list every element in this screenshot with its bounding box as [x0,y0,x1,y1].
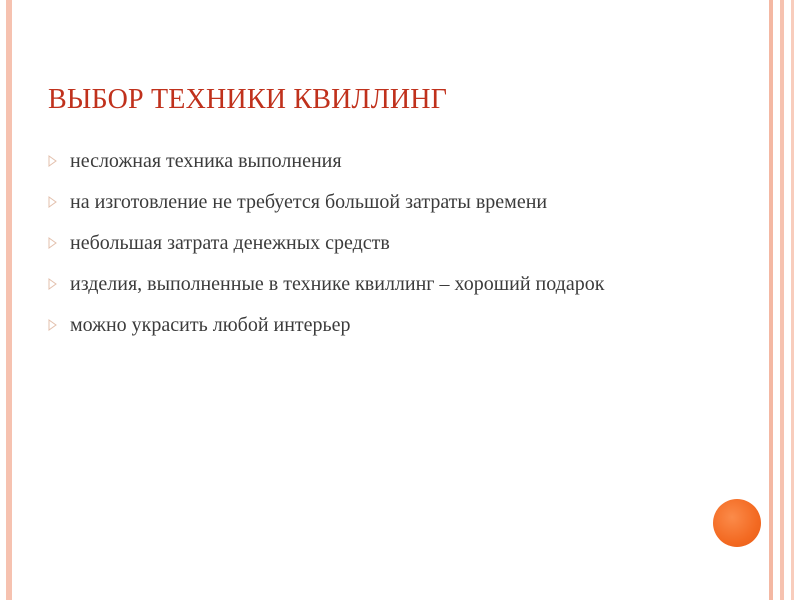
bullet-marker-icon [48,278,57,290]
bullet-text: на изготовление не требуется большой затраты времени [70,191,548,213]
bullet-marker-icon [48,196,57,208]
bullet-item [48,228,648,258]
bullet-text: можно украсить любой интерьер [70,314,351,336]
left-border-stripe [6,0,12,600]
bullet-item [48,187,648,217]
bullet-text: несложная техника выполнения [70,150,342,172]
bullet-marker-icon [48,237,57,249]
right-border-stripe-inner [769,0,773,600]
bullet-item [48,146,648,176]
bullet-item [48,269,648,299]
right-border-stripe-middle [780,0,784,600]
right-border-stripe-outer [791,0,794,600]
slide-title: ВЫБОР ТЕХНИКИ КВИЛЛИНГ [48,84,448,115]
bullet-marker-icon [48,319,57,331]
bullet-item [48,310,648,340]
bullet-list [48,146,648,351]
bullet-text: изделия, выполненные в технике квиллинг – хороший подарок [70,273,605,295]
bullet-marker-icon [48,155,57,167]
orange-circle-decoration [713,499,761,547]
bullet-text: небольшая затрата денежных средств [70,232,390,254]
